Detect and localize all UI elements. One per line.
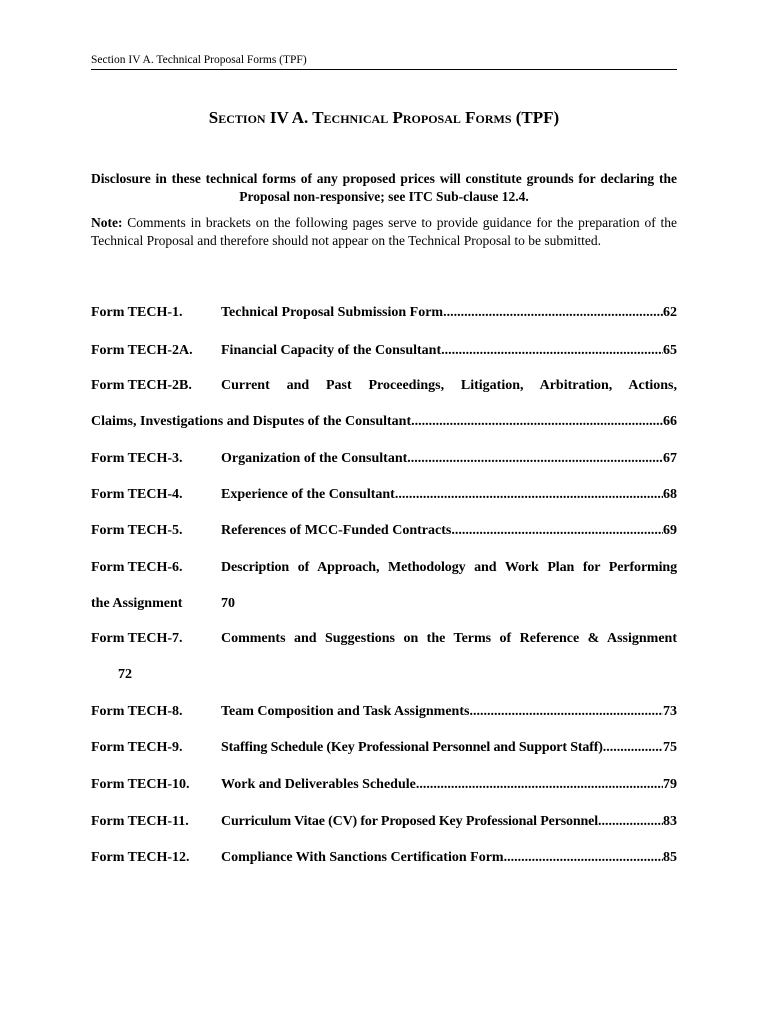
toc-title: Comments and Suggestions on the Terms of Reference & Assignment — [221, 631, 677, 646]
toc-form-id: Form TECH-9. — [91, 740, 183, 755]
toc-page: 83 — [663, 814, 677, 829]
toc-leader — [598, 813, 663, 831]
toc-title: References of MCC-Funded Contracts — [221, 523, 452, 538]
toc-form-id: Form TECH-4. — [91, 487, 183, 502]
toc-page: 66 — [663, 414, 677, 429]
toc-page: 68 — [663, 487, 677, 502]
toc-form-id: Form TECH-12. — [91, 850, 190, 865]
toc-page: 62 — [663, 305, 677, 320]
toc-leader — [504, 849, 663, 867]
toc-title: Team Composition and Task Assignments — [221, 704, 470, 719]
toc-form-id: Form TECH-10. — [91, 777, 190, 792]
toc-leader — [443, 304, 663, 322]
toc-title: Experience of the Consultant — [221, 487, 395, 502]
toc-form-id: Form TECH-2A. — [91, 343, 193, 358]
toc-entry-tech-2b-cont[interactable] — [91, 413, 677, 431]
note-text: Comments in brackets on the following pages serve to provide guidance for the preparation of the Technical Proposal and therefore should not appear on the Technical Proposal to be submitted. — [91, 215, 677, 248]
toc-page: 75 — [663, 740, 677, 755]
toc-title: Financial Capacity of the Consultant — [221, 343, 442, 358]
toc-title: Work and Deliverables Schedule — [221, 777, 416, 792]
toc-entry-tech-6-cont[interactable] — [91, 595, 677, 613]
toc-page: 65 — [663, 343, 677, 358]
toc-leader — [603, 739, 663, 757]
toc-form-id: Form TECH-3. — [91, 451, 183, 466]
toc-page: 70 — [221, 596, 235, 611]
toc-entry-tech-3[interactable] — [91, 450, 677, 468]
toc-entry-tech-2a[interactable] — [91, 342, 677, 360]
toc-entry-tech-2b[interactable] — [91, 377, 677, 395]
toc-title: Curriculum Vitae (CV) for Proposed Key Professional Personnel — [221, 814, 598, 829]
toc-entry-tech-12[interactable] — [91, 849, 677, 867]
toc-form-id: Form TECH-11. — [91, 814, 189, 829]
toc-form-id: Form TECH-2B. — [91, 378, 192, 393]
toc-form-id: Form TECH-5. — [91, 523, 183, 538]
toc-entry-tech-4[interactable] — [91, 486, 677, 504]
toc-leader — [407, 450, 663, 468]
page-title — [0, 108, 768, 128]
title-text: Section IV A. Technical Proposal Forms (TPF) — [208, 108, 560, 127]
toc-title: Organization of the Consultant — [221, 451, 408, 466]
toc-entry-tech-6[interactable] — [91, 559, 677, 577]
toc-form-id: Form TECH-6. — [91, 560, 183, 575]
toc-form-id: Form TECH-8. — [91, 704, 183, 719]
toc-title-line1: Description of Approach, Methodology and Work Plan for Performing — [221, 560, 677, 575]
toc-entry-tech-11[interactable] — [91, 813, 677, 831]
toc-page: 67 — [663, 451, 677, 466]
toc-form-id: Form TECH-1. — [91, 305, 183, 320]
toc-title: Staffing Schedule (Key Professional Personnel and Support Staff) — [221, 740, 603, 755]
toc-entry-tech-10[interactable] — [91, 776, 677, 794]
toc-leader — [416, 776, 663, 794]
toc-page: 72 — [118, 667, 132, 682]
running-header: Section IV A. Technical Proposal Forms (TPF) — [91, 54, 677, 70]
toc-title-line1: Current and Past Proceedings, Litigation, Arbitration, Actions, — [221, 378, 677, 393]
disclosure-statement: Disclosure in these technical forms of any proposed prices will constitute grounds for declaring the Proposal non-responsive; see ITC Sub-clause 12.4. — [91, 171, 677, 204]
toc-entry-tech-5[interactable] — [91, 522, 677, 540]
toc-page: 85 — [663, 850, 677, 865]
toc-entry-tech-1[interactable] — [91, 304, 677, 322]
toc-page: 73 — [663, 704, 677, 719]
toc-leader — [395, 486, 663, 504]
toc-entry-tech-7[interactable] — [91, 630, 677, 648]
toc-title-line2: the Assignment — [91, 596, 183, 611]
note-paragraph — [91, 214, 677, 250]
toc-page: 79 — [663, 777, 677, 792]
toc-title: Technical Proposal Submission Form — [221, 305, 444, 320]
toc-title: Compliance With Sanctions Certification Form — [221, 850, 504, 865]
toc-entry-tech-8[interactable] — [91, 703, 677, 721]
toc-leader — [411, 413, 663, 431]
toc-leader — [469, 703, 663, 721]
toc-form-id: Form TECH-7. — [91, 631, 183, 646]
toc-title-line2: Claims, Investigations and Disputes of the Consultant — [91, 414, 412, 429]
toc-leader — [441, 342, 663, 360]
toc-page: 69 — [663, 523, 677, 538]
toc-leader — [451, 522, 663, 540]
note-label: Note: — [91, 215, 123, 230]
toc-entry-tech-9[interactable] — [91, 739, 677, 757]
